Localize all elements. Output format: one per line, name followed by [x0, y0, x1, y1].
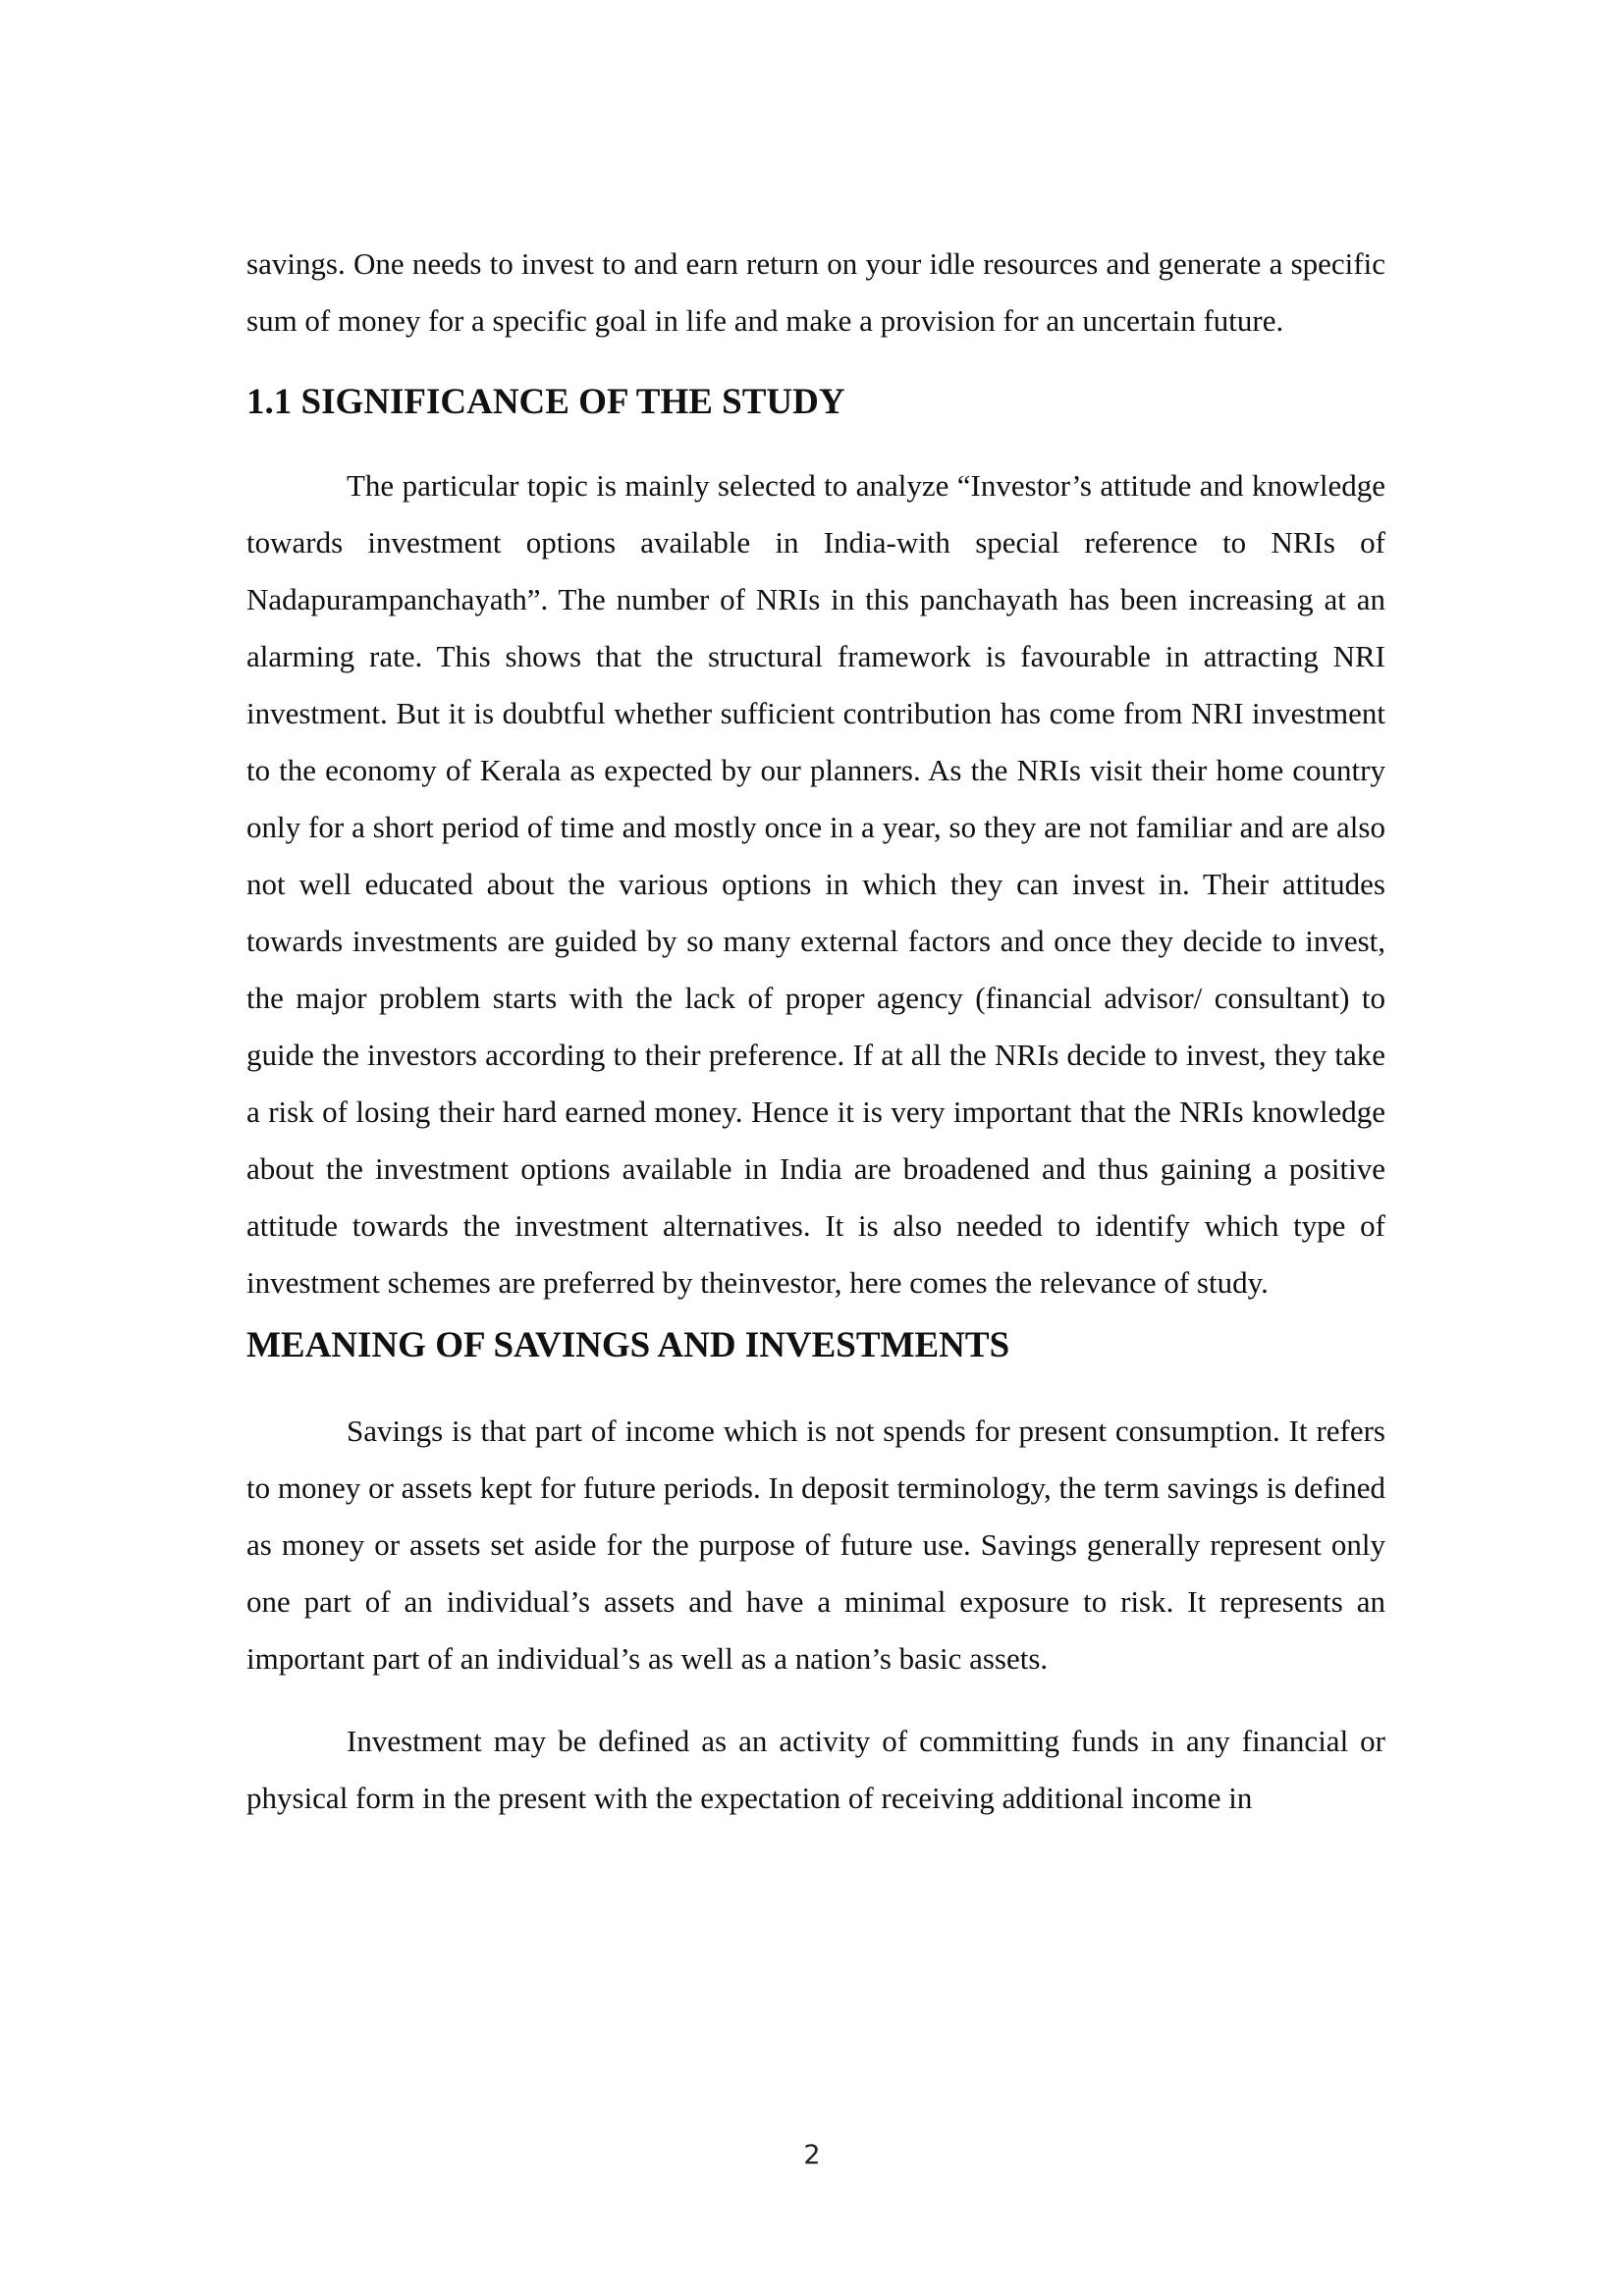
paragraph-significance: The particular topic is mainly selected to analyze “Investor’s attitude and knowledge towards investment options available in India-with special reference to NRIs of Nadapurampanchayath”. The number of NRIs in this panchayath has been increasing at an alarming rate. This shows that the structural framework is favourable in attracting NRI investment. But it is doubtful whether sufficient contribution has come from NRI investment to the economy of Kerala as expected by our planners. As the NRIs visit their home country only for a short period of time and mostly once in a year, so they are not familiar and are also not well educated about the various options in which they can invest in. Their attitudes towards investments are guided by so many external factors and once they decide to invest, the major problem starts with the lack of proper agency (financial advisor/ consultant) to guide the investors according to their preference. If at all the NRIs decide to invest, they take a risk of losing their hard earned money. Hence it is very important that the NRIs knowledge about the investment options available in India are broadened and thus gaining a positive attitude towards the investment alternatives. It is also needed to identify which type of investment schemes are preferred by theinvestor, here comes the relevance of study.: [246, 468, 1385, 1300]
page-number: 2: [803, 2140, 821, 2170]
paragraph-continuation: savings. One needs to invest to and earn return on your idle resources and generate a specific sum of money for a specific goal in life and make a provision for an uncertain future.: [246, 246, 1385, 338]
heading-significance-of-study: 1.1 SIGNIFICANCE OF THE STUDY: [246, 382, 845, 422]
paragraph-investment: Investment may be defined as an activity of committing funds in any financial or physical form in the present with the expectation of receiving additional income in: [246, 1724, 1385, 1815]
heading-meaning-savings-investments: MEANING OF SAVINGS AND INVESTMENTS: [246, 1325, 1010, 1365]
paragraph-savings: Savings is that part of income which is not spends for present consumption. It refers to money or assets kept for future periods. In deposit terminology, the term savings is defined as money or assets set aside for the purpose of future use. Savings generally represent only one part of an individual’s assets and have a minimal exposure to risk. It represents an important part of an individual’s as well as a nation’s basic assets.: [246, 1414, 1385, 1676]
page-content: [246, 236, 1385, 1827]
